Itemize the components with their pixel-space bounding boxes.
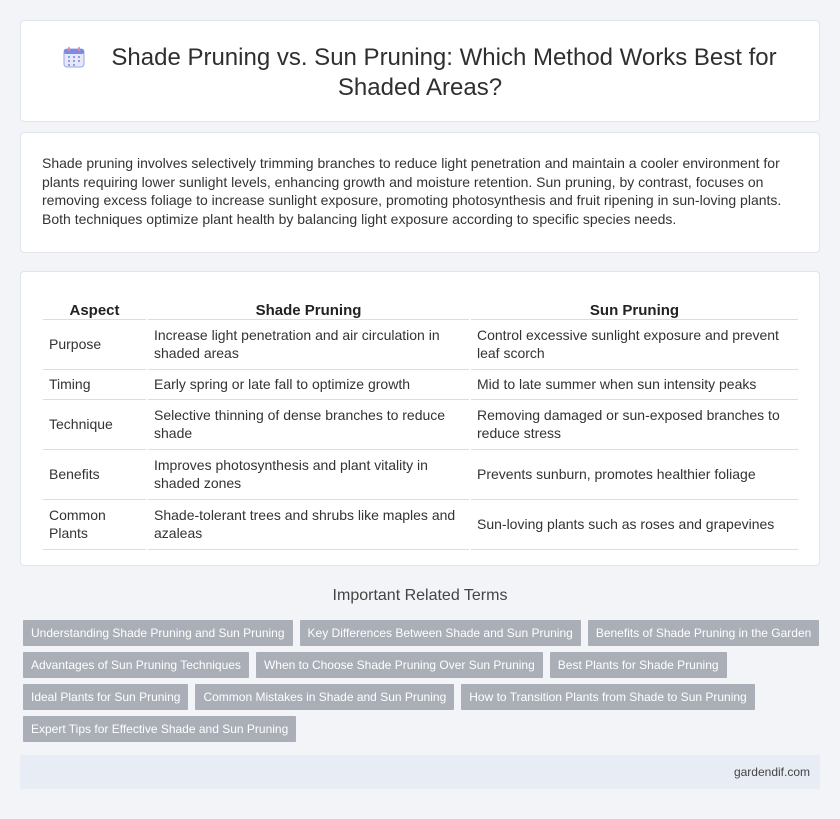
table-cell: Mid to late summer when sun intensity peaks (470, 369, 798, 399)
header-aspect: Aspect (43, 294, 147, 319)
comparison-table (43, 294, 798, 550)
footer-site-link[interactable]: gardendif.com (733, 765, 810, 779)
table-cell: Sun-loving plants such as roses and grapevines (470, 499, 798, 549)
tag-row (23, 652, 823, 678)
table-cell: Shade-tolerant trees and shrubs like maples and azaleas (147, 499, 470, 549)
table-cell: Increase light penetration and air circulation in shaded areas (147, 319, 470, 369)
tag-row (23, 620, 823, 646)
related-terms-heading: Important Related Terms (332, 587, 508, 604)
table-cell: Improves photosynthesis and plant vitality in shaded zones (147, 449, 470, 499)
related-term-link[interactable]: Benefits of Shade Pruning in the Garden (588, 620, 819, 646)
table-cell: Control excessive sunlight exposure and prevent leaf scorch (470, 319, 798, 369)
table-cell: Prevents sunburn, promotes healthier foliage (470, 449, 798, 499)
tag-row (23, 684, 823, 710)
table-cell: Purpose (43, 319, 147, 369)
table-header-row (43, 294, 798, 319)
page-title-row (21, 43, 819, 103)
page-title: Shade Pruning vs. Sun Pruning: Which Method Works Best for Shaded Areas? (111, 44, 777, 101)
related-term-link[interactable]: How to Transition Plants from Shade to Sun Pruning (461, 684, 754, 710)
header-shade-pruning: Shade Pruning (147, 294, 470, 319)
related-term-link[interactable]: Ideal Plants for Sun Pruning (23, 684, 188, 710)
comparison-table-card (20, 271, 820, 566)
table-cell: Timing (43, 369, 147, 399)
table-cell: Common Plants (43, 499, 147, 549)
calendar-icon (63, 46, 85, 68)
related-term-link[interactable]: Advantages of Sun Pruning Techniques (23, 652, 249, 678)
footer (20, 755, 820, 789)
table-row (43, 319, 798, 369)
summary-text: Shade pruning involves selectively trimming branches to reduce light penetration and maintain a cooler environment for plants requiring lower sunlight levels, enhancing growth and moisture retention. Sun pruning, by contrast, focuses on removing excess foliage to increase sunlight exposure, promoting photosynthesis and fruit ripening in sun-loving plants. Both techniques optimize plant health by balancing light exposure according to specific species needs. (42, 155, 782, 227)
tag-row (23, 716, 823, 742)
title-card (20, 20, 820, 122)
table-cell: Removing damaged or sun-exposed branches to reduce stress (470, 399, 798, 449)
related-term-link[interactable]: Key Differences Between Shade and Sun Pruning (300, 620, 581, 646)
related-term-link[interactable]: Best Plants for Shade Pruning (550, 652, 727, 678)
related-term-link[interactable]: When to Choose Shade Pruning Over Sun Pruning (256, 652, 543, 678)
related-terms-list (23, 620, 823, 748)
table-row (43, 449, 798, 499)
table-row (43, 369, 798, 399)
table-cell: Technique (43, 399, 147, 449)
related-term-link[interactable]: Common Mistakes in Shade and Sun Pruning (195, 684, 454, 710)
table-cell: Early spring or late fall to optimize growth (147, 369, 470, 399)
table-cell: Selective thinning of dense branches to reduce shade (147, 399, 470, 449)
table-row (43, 399, 798, 449)
table-row (43, 499, 798, 549)
table-cell: Benefits (43, 449, 147, 499)
header-sun-pruning: Sun Pruning (470, 294, 798, 319)
related-term-link[interactable]: Expert Tips for Effective Shade and Sun Pruning (23, 716, 296, 742)
summary-card (20, 132, 820, 253)
related-term-link[interactable]: Understanding Shade Pruning and Sun Pruning (23, 620, 293, 646)
